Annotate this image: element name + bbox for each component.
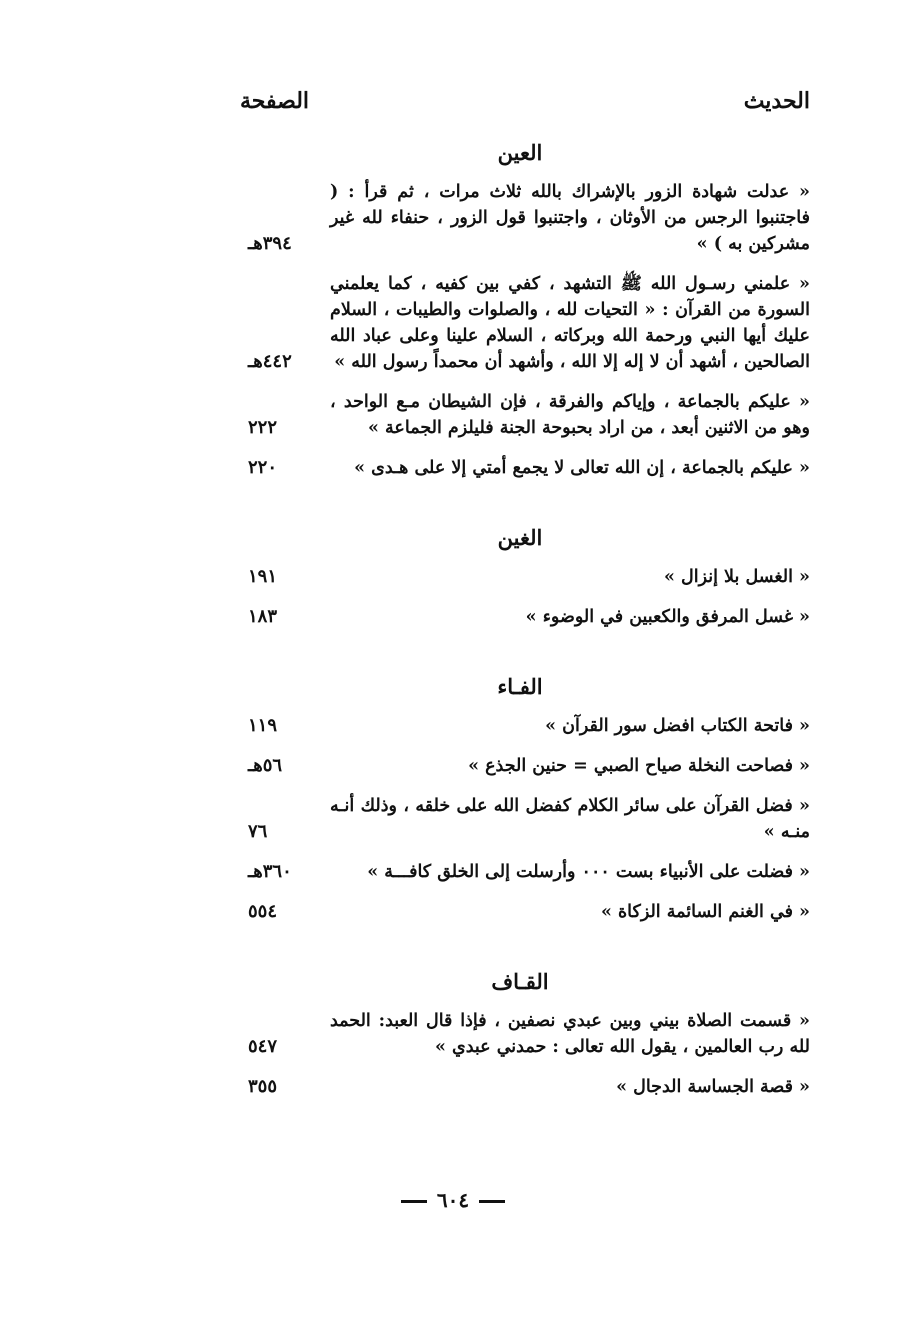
hadith-text: « غسل المرفق والكعبين في الوضوء »	[525, 607, 810, 627]
hadith-text: « فصاحت النخلة صياح الصبي = حنين الجذع »	[468, 756, 810, 776]
page-reference: ٧٦	[248, 821, 268, 842]
index-entry	[230, 753, 810, 779]
page-reference: ٢٢٠	[248, 457, 278, 478]
index-page	[230, 88, 810, 1114]
section-ain	[230, 140, 810, 481]
section-title: الغين	[497, 525, 543, 550]
dash-right	[401, 1200, 427, 1203]
hadith-text: « عليكم بالجماعة ، وإياكم والفرقة ، فإن الشيطان مـع الواحد ، وهو من الاثنين أبعد ، من اراد بحبوحة الجنة فليلزم الجماعة »	[330, 392, 810, 438]
section-ghain	[230, 525, 810, 630]
section-title: الفـاء	[497, 674, 543, 699]
hadith-text: « قسمت الصلاة بيني وبين عبدي نصفين ، فإذا قال العبد: الحمد لله رب العالمين ، يقول الله تعالى : حمدني عبدي »	[330, 1011, 810, 1057]
hadith-text: « قصة الجساسة الدجال »	[616, 1077, 810, 1097]
hadith-column-heading: الحديث	[743, 88, 810, 114]
index-entry	[230, 564, 810, 590]
page-reference: ٣٥٥	[248, 1076, 278, 1097]
index-entry	[230, 389, 810, 441]
section-fa	[230, 674, 810, 925]
column-header	[230, 88, 810, 114]
dash-left	[479, 1200, 505, 1203]
hadith-text: « فضلت على الأنبياء بست ٠٠٠ وأرسلت إلى الخلق كافـــة »	[367, 862, 810, 882]
index-entry	[230, 179, 810, 257]
index-entry	[230, 1008, 810, 1060]
index-entry	[230, 1074, 810, 1100]
page-reference: ٥٤٧	[248, 1036, 278, 1057]
hadith-text: « علمني رسـول الله ﷺ التشهد ، كفي بين كفيه ، كما يعلمني السورة من القرآن : « التحيات لله ، والصلوات والطيبات ، السلام عليك أيها النبي ورحمة الله وبركاته ، السلام علينا وعلى عباد الله الصالحين ، أشهد أن لا إله إلا الله ، وأشهد أن محمداً رسول الله »	[330, 274, 810, 372]
index-entry	[230, 455, 810, 481]
index-entry	[230, 793, 810, 845]
index-entry	[230, 859, 810, 885]
index-entry	[230, 271, 810, 375]
section-title: العين	[497, 140, 543, 165]
page-reference: ٢٢٢	[248, 417, 278, 438]
hadith-text: « الغسل بلا إنزال »	[663, 567, 810, 587]
page-reference: ١٩١	[248, 566, 278, 587]
index-entry	[230, 899, 810, 925]
page-reference: ٤٤٢هـ	[248, 351, 292, 372]
hadith-text: « في الغنم السائمة الزكاة »	[600, 902, 810, 922]
section-title: القـاف	[491, 969, 549, 994]
hadith-text: « عليكم بالجماعة ، إن الله تعالى لا يجمع أمتي إلا على هـدى »	[354, 458, 810, 478]
section-qaf	[230, 969, 810, 1100]
hadith-text: « فاتحة الكتاب افضل سور القرآن »	[545, 716, 810, 736]
page-footer	[0, 1188, 906, 1212]
page-column-heading: الصفحة	[240, 88, 310, 114]
page-reference: ٥٥٤	[248, 901, 278, 922]
index-entry	[230, 713, 810, 739]
hadith-text: « فضل القرآن على سائر الكلام كفضل الله على خلقه ، وذلك أنـه منـه »	[330, 796, 810, 842]
page-reference: ١٨٣	[248, 606, 278, 627]
page-reference: ١١٩	[248, 715, 278, 736]
page-reference: ٣٦٠هـ	[248, 861, 292, 882]
page-reference: ٥٦هـ	[248, 755, 283, 776]
index-entry	[230, 604, 810, 630]
page-number: ٦٠٤	[436, 1188, 470, 1212]
hadith-text: « عدلت شهادة الزور بالإشراك بالله ثلاث مرات ، ثم قرأ : ( فاجتنبوا الرجس من الأوثان ، واجتنبوا قول الزور ، حنفاء لله غير مشركين به ) »	[330, 182, 810, 254]
page-reference: ٣٩٤هـ	[248, 233, 292, 254]
